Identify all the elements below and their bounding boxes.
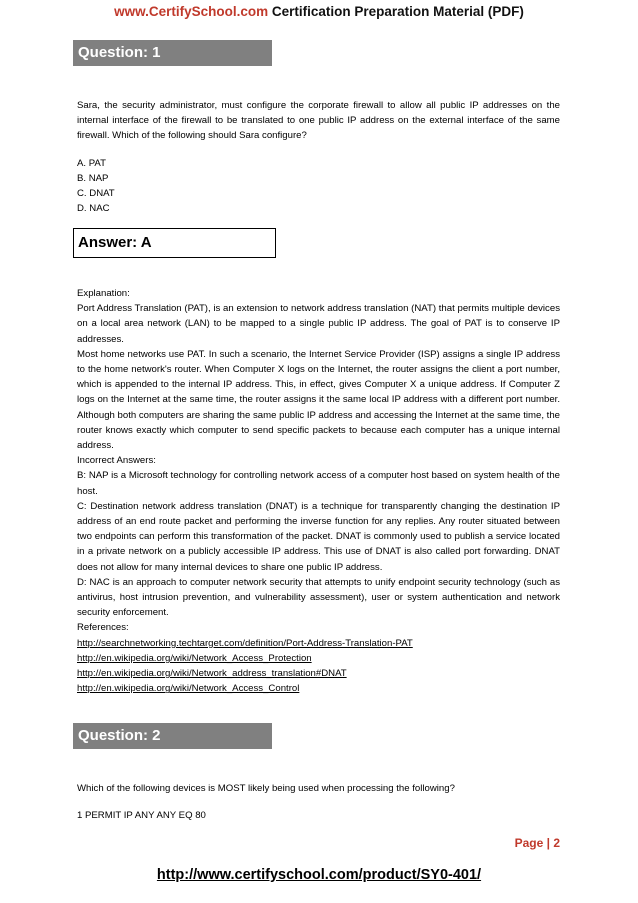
answer-1-label: Answer: A	[73, 228, 276, 258]
incorrect-answers-heading: Incorrect Answers:	[77, 455, 156, 467]
page-footer	[0, 867, 638, 883]
incorrect-d-paragraph: D: NAC is an approach to computer network security that attempts to unify endpoint security technology (such as antivirus, host intrusion prevention, and vulnerability assessment), user or system authentication and network security enforcement.	[77, 576, 560, 619]
incorrect-b-paragraph: B: NAP is a Microsoft technology for controlling network access of a computer host based on system health of the host.	[77, 470, 560, 497]
option-a: A. PAT	[77, 157, 106, 169]
page-separator: |	[546, 836, 550, 850]
answer-1-explanation	[77, 286, 560, 696]
option-c: C. DNAT	[77, 188, 115, 200]
reference-link-1[interactable]: http://searchnetworking.techtarget.com/definition/Port-Address-Translation-PAT	[77, 637, 413, 649]
question-1-label: Question: 1	[73, 40, 272, 66]
explanation-heading: Explanation:	[77, 288, 130, 299]
question-1-text: Sara, the security administrator, must configure the corporate firewall to allow all public IP addresses on the internal interface of the firewall to be translated to one public IP address on the external interface of the same firewall. Which of the following should Sara configure?	[77, 100, 560, 142]
option-b: B. NAP	[77, 172, 109, 184]
question-2-body	[77, 781, 560, 823]
option-d: D. NAC	[77, 203, 110, 215]
question-2-text: Which of the following devices is MOST likely being used when processing the following?	[77, 783, 455, 794]
question-2-rule: 1 PERMIT IP ANY ANY EQ 80	[77, 810, 206, 822]
page-label: Page	[514, 836, 544, 850]
reference-link-3[interactable]: http://en.wikipedia.org/wiki/Network_address_translation#DNAT	[77, 668, 347, 680]
incorrect-c-paragraph: C: Destination network address translation (DNAT) is a technique for transparently changing the destination IP address of an end route packet and performing the inverse function for any replies. Any router situated between two endpoints can perform this transformation of the packet. DNAT is commonly used to publish a service located in a private network on a publicly accessible IP address. This use of DNAT is also called port forwarding. DNAT does not allow for many internal devices to share one public IP address.	[77, 500, 560, 573]
question-1-body	[77, 98, 560, 216]
header-title: Certification Preparation Material (PDF)	[271, 4, 524, 19]
header-site-link[interactable]: www.CertifySchool.com	[114, 4, 269, 19]
page-header	[0, 4, 638, 19]
footer-url-link[interactable]: http://www.certifyschool.com/product/SY0-401/	[156, 867, 482, 883]
page-number	[515, 836, 560, 850]
reference-link-4[interactable]: http://en.wikipedia.org/wiki/Network_Access_Control	[77, 683, 300, 695]
question-2-label: Question: 2	[73, 723, 272, 749]
page-number-value: 2	[553, 836, 560, 850]
references-heading: References:	[77, 622, 129, 634]
pat-paragraph: Port Address Translation (PAT), is an extension to network address translation (NAT) that permits multiple devices on a local area network (LAN) to be mapped to a single public IP address. The goal of PAT is to conserve IP addresses.	[77, 303, 560, 345]
reference-link-2[interactable]: http://en.wikipedia.org/wiki/Network_Access_Protection	[77, 652, 312, 664]
home-network-paragraph: Most home networks use PAT. In such a scenario, the Internet Service Provider (ISP) assigns a single IP address to the home network's router. When Computer X logs on the Internet, the router assigns the client a port number, which is appended to the internal IP address. This, in effect, gives Computer X a unique address. If Computer Z logs on the Internet at the same time, the router assigns it the same local IP address with a different port number. Although both computers are sharing the same public IP address and accessing the Internet at the same time, the router knows exactly which computer to send specific packets to because each computer has a unique internal address.	[77, 348, 560, 452]
